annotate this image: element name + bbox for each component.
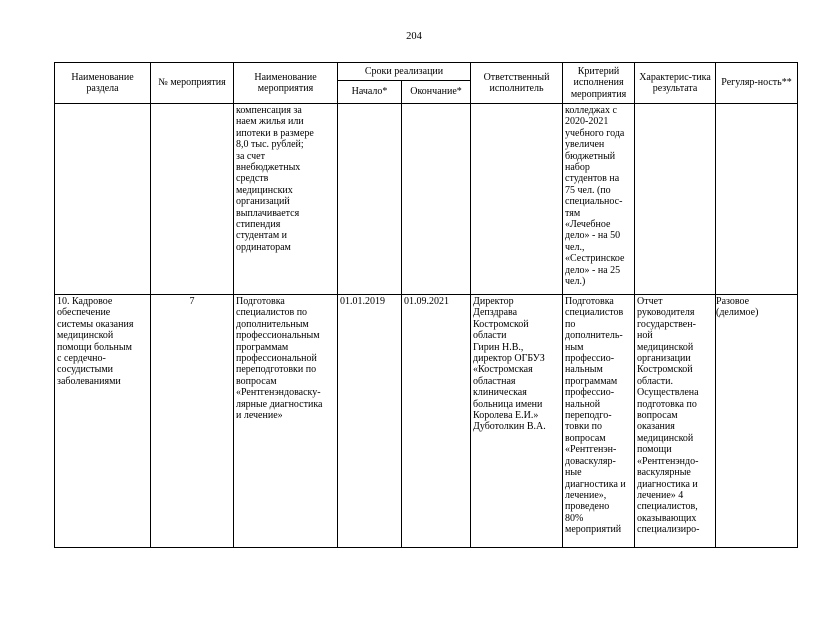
text-line: по (565, 318, 576, 330)
lines-container (234, 295, 337, 421)
text-line: помощи (637, 444, 672, 456)
header-responsible: Ответственный исполнитель (471, 63, 563, 104)
text-line: с сердечно- (57, 353, 106, 365)
text-line: Костромской (473, 318, 529, 330)
text-line: подготовка по (637, 398, 697, 410)
header-end: Окончание* (402, 81, 471, 104)
text-line: чел., (565, 241, 585, 253)
cell-end-empty (402, 104, 471, 295)
text-line: сосудистыми (57, 364, 114, 376)
lines-container (716, 295, 797, 319)
header-criterion: Критерий исполнения мероприятия (563, 63, 635, 104)
text-line: дополнитель- (565, 330, 623, 342)
text-line: стипендия (236, 219, 281, 231)
text-line: тям (565, 207, 581, 219)
text-line: Подготовка (236, 296, 285, 307)
text-line: проведено (565, 501, 610, 513)
header-result: Характерис-тика результата (635, 63, 716, 104)
text-line: 75 чел. (по (565, 184, 611, 196)
text-line: колледжах с (565, 105, 617, 116)
lines-container (234, 104, 337, 253)
text-line: (делимое) (716, 307, 759, 319)
text-line: увеличен (565, 139, 605, 151)
text-line: ные (565, 467, 582, 479)
text-line: оказания (637, 421, 675, 433)
text-line: «Сестринское (565, 253, 625, 265)
cell-activity-continued (234, 104, 338, 295)
text-line: учебного года (565, 127, 625, 139)
text-line: чел.) (565, 276, 586, 288)
text-line: помощи больным (57, 341, 132, 353)
text-line: студентов на (565, 173, 620, 185)
text-line: вопросам (565, 432, 606, 444)
cell-section (55, 295, 151, 548)
text-line: выплачивается (236, 207, 300, 219)
text-line: Королева Е.И.» (473, 410, 539, 422)
text-line: ординаторам (236, 241, 291, 253)
text-line: за счет (236, 150, 265, 162)
text-line: ным (565, 341, 584, 353)
text-line: внебюджетных (236, 162, 301, 174)
text-line: лечение» 4 (637, 489, 684, 501)
text-line: «Лечебное (565, 219, 611, 231)
end-date: 01.09.2021 (404, 296, 449, 307)
text-line: компенсация за (236, 105, 302, 116)
text-line: оказывающих (637, 512, 697, 524)
cell-activity (234, 295, 338, 548)
text-line: диагностика и (565, 478, 626, 490)
table-row-10 (55, 295, 798, 548)
text-line: бюджетный (565, 150, 616, 162)
text-line: «Рентгенэндоваску- (236, 387, 321, 399)
header-start: Начало* (338, 81, 402, 104)
cell-start-empty (338, 104, 402, 295)
cell-responsible (471, 295, 563, 548)
header-section: Наименование раздела (55, 63, 151, 104)
table-row-continued (55, 104, 798, 295)
text-line: директор ОГБУЗ (473, 353, 545, 365)
header-activity: Наименование мероприятия (234, 63, 338, 104)
text-line: программам (236, 341, 289, 353)
cell-criterion (563, 295, 635, 548)
text-line: дополнительным (236, 318, 309, 330)
cell-result-empty (635, 104, 716, 295)
cell-regularity (716, 295, 798, 548)
text-line: васкулярные (637, 467, 691, 479)
text-line: заболеваниями (57, 375, 121, 387)
text-line: Разовое (716, 296, 750, 307)
header-number: № мероприятия (151, 63, 234, 104)
lines-container (635, 295, 715, 536)
text-line: ной (637, 330, 653, 342)
text-line: дело» - на 25 (565, 264, 621, 276)
text-line: диагностика и (637, 478, 698, 490)
text-line: медицинской (637, 432, 694, 444)
cell-responsible-empty (471, 104, 563, 295)
text-line: области. (637, 375, 673, 387)
text-line: медицинской (57, 330, 114, 342)
text-line: нальной (565, 398, 601, 410)
text-line: системы оказания (57, 318, 134, 330)
text-line: средств (236, 173, 269, 185)
text-line: обеспечение (57, 307, 111, 319)
text-line: специалистов по (236, 307, 308, 319)
plan-table (54, 62, 798, 548)
header-regularity: Регуляр-ность** (716, 63, 798, 104)
cell-result (635, 295, 716, 548)
text-line: набор (565, 162, 590, 174)
lines-container (563, 295, 634, 536)
text-line: переподготовки по (236, 364, 317, 376)
text-line: организации (637, 353, 691, 365)
activity-number: 7 (189, 296, 195, 307)
text-line: 10. Кадровое (57, 296, 113, 307)
text-line: «Костромская (473, 364, 533, 376)
text-line: Костромской (637, 364, 693, 376)
text-line: государствен- (637, 318, 696, 330)
text-line: 8,0 тыс. рублей; (236, 139, 304, 151)
cell-number-empty (151, 104, 234, 295)
text-line: специалистов, (637, 501, 698, 513)
text-line: переподго- (565, 410, 612, 422)
cell-number (151, 295, 234, 548)
text-line: медицинской (637, 341, 694, 353)
text-line: Осуществлена (637, 387, 699, 399)
text-line: студентам и (236, 230, 288, 242)
text-line: Подготовка (565, 296, 614, 307)
cell-section-empty (55, 104, 151, 295)
cell-end (402, 295, 471, 548)
text-line: организаций (236, 196, 290, 208)
text-line: программам (565, 375, 618, 387)
text-line: дело» - на 50 (565, 230, 621, 242)
text-line: лечение», (565, 489, 607, 501)
text-line: профессио- (565, 387, 615, 399)
lines-container (55, 295, 150, 387)
text-line: Директор (473, 296, 514, 307)
text-line: «Рентгенэн- (565, 444, 617, 456)
text-line: вопросам (637, 410, 678, 422)
lines-container (471, 295, 562, 433)
text-line: товки по (565, 421, 603, 433)
text-line: специалистов (565, 307, 624, 319)
text-line: областная (473, 375, 516, 387)
cell-criterion-continued (563, 104, 635, 295)
text-line: Дуботолкин В.А. (473, 421, 546, 433)
header-deadlines: Сроки реализации (338, 63, 471, 81)
text-line: специальнос- (565, 196, 623, 208)
text-line: больница имени (473, 398, 543, 410)
text-line: вопросам (236, 375, 277, 387)
text-line: и лечение» (236, 410, 283, 422)
start-date: 01.01.2019 (340, 296, 385, 307)
text-line: профессио- (565, 353, 615, 365)
lines-container (563, 104, 634, 288)
text-line: 80% (565, 512, 584, 524)
text-line: специализиро- (637, 524, 700, 536)
text-line: Гирин Н.В., (473, 341, 524, 353)
text-line: профессиональной (236, 353, 317, 365)
cell-regularity-empty (716, 104, 798, 295)
page-number: 204 (406, 31, 422, 42)
text-line: клиническая (473, 387, 527, 399)
text-line: лярные диагностика (236, 398, 323, 410)
text-line: руководителя (637, 307, 695, 319)
text-line: области (473, 330, 507, 342)
text-line: 2020-2021 (565, 116, 609, 128)
text-line: Депздрава (473, 307, 518, 319)
text-line: мероприятий (565, 524, 622, 536)
text-line: ипотеки в размере (236, 127, 314, 139)
text-line: «Рентгенэндо- (637, 455, 699, 467)
text-line: нальным (565, 364, 603, 376)
text-line: профессиональным (236, 330, 320, 342)
text-line: медицинских (236, 184, 293, 196)
text-line: наем жилья или (236, 116, 304, 128)
cell-start (338, 295, 402, 548)
text-line: доваскуляр- (565, 455, 616, 467)
text-line: Отчет (637, 296, 663, 307)
